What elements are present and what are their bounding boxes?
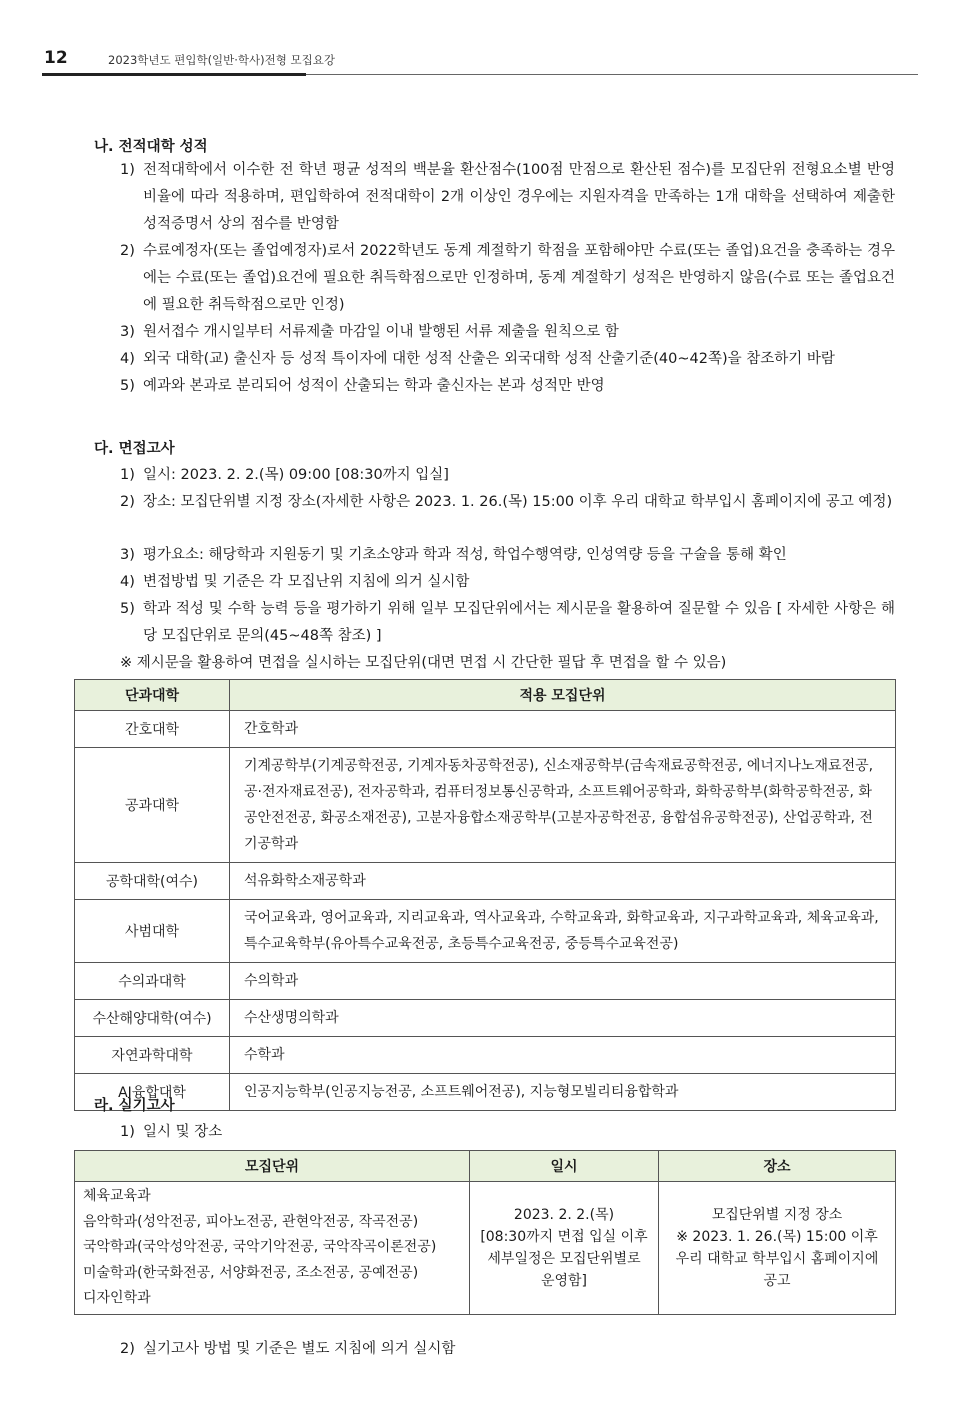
section-title-na: 나. 전적대학 성적 xyxy=(94,139,208,155)
item-text: 장소: 모집단위별 지정 장소(자세한 사항은 2023. 1. 26.(목) 15:00 이후 우리 대학교 학부입시 홈페이지에 공고 예정) xyxy=(143,494,893,510)
item-text: 학과 적성 및 수학 능력 등을 평가하기 위해 일부 모집단위에서는 제시문을 활용하여 질문할 수 있음 [ 자세한 사항은 해당 모집단위로 문의(45~48쪽 참조) ] xyxy=(143,601,895,644)
list-item xyxy=(120,569,895,596)
date-line: 세부일정은 모집단위별로 xyxy=(487,1250,641,1267)
table-header-date: 일시 xyxy=(470,1151,659,1182)
date-line: 운영함] xyxy=(540,1272,588,1289)
interview-units-table xyxy=(74,679,896,1111)
college-cell: 수의과대학 xyxy=(75,963,230,1000)
units-cell: 국어교육과, 영어교육과, 지리교육과, 역사교육과, 수학교육과, 화학교육과, 지구과학교육과, 체육교육과, 특수교육학부(유아특수교육전공, 초등특수교육전공, 중등특수교육전공) xyxy=(230,900,896,963)
item-number: 3) xyxy=(120,547,135,563)
units-cell: 기계공학부(기계공학전공, 기계자동차공학전공), 신소재공학부(금속재료공학전공, 에너지나노재료전공, 공·전자재료전공), 전자공학과, 컴퓨터정보통신공학과, 소프트웨어공학과, 화학공학부(화학공학전공, 화공안전전공, 화공소재전공), 고분자융합소재공학부(고분자공학전공, 융합섬유공학전공), 산업공학과, 전기공학과 xyxy=(230,748,896,863)
table-header-units: 적용 모집단위 xyxy=(230,680,896,711)
header-rule-thick xyxy=(42,73,306,76)
table-row xyxy=(75,748,896,863)
college-cell: 자연과학대학 xyxy=(75,1037,230,1074)
units-cell xyxy=(75,1182,470,1315)
item-number: 4) xyxy=(120,351,135,367)
item-number: 2) xyxy=(120,494,135,510)
place-line: 공고 xyxy=(763,1272,791,1289)
place-line: 우리 대학교 학부입시 홈페이지에 xyxy=(675,1250,879,1267)
item-number: 1) xyxy=(120,1124,135,1140)
item-number: 3) xyxy=(120,324,135,340)
section-title-da: 다. 면접고사 xyxy=(94,441,175,457)
units-cell: 수산생명의학과 xyxy=(230,1000,896,1037)
table-header-college: 단과대학 xyxy=(75,680,230,711)
page-number: 12 xyxy=(44,48,68,68)
item-text: 일시: 2023. 2. 2.(목) 09:00 [08:30까지 입실] xyxy=(143,467,449,483)
place-line: ※ 2023. 1. 26.(목) 15:00 이후 xyxy=(676,1228,878,1245)
list-item xyxy=(120,319,895,346)
date-line: [08:30까지 면접 입실 이후 xyxy=(480,1228,648,1245)
college-cell: 공과대학 xyxy=(75,748,230,863)
college-cell: 간호대학 xyxy=(75,711,230,748)
item-number: 2) xyxy=(120,243,135,259)
unit-line: 음악학과(성악전공, 피아노전공, 관현악전공, 작곡전공) xyxy=(83,1213,419,1230)
college-cell: 수산해양대학(여수) xyxy=(75,1000,230,1037)
item-text: 수료예정자(또는 졸업예정자)로서 2022학년도 동계 계절학기 학점을 포함해야만 수료(또는 졸업)요건을 충족하는 경우에는 수료(또는 졸업)요건에 필요한 취득학점으로만 인정하며, 동계 계절학기 성적은 반영하지 않음(수료 또는 졸업요건에 필요한 취득학점으로만 인정) xyxy=(143,243,895,313)
units-cell: 인공지능학부(인공지능전공, 소프트웨어전공), 지능형모빌리티융합학과 xyxy=(230,1074,896,1111)
units-cell: 수의학과 xyxy=(230,963,896,1000)
item-number: 1) xyxy=(120,467,135,483)
college-cell: 공학대학(여수) xyxy=(75,863,230,900)
table-header-row xyxy=(75,680,896,711)
unit-line: 국악학과(국악성악전공, 국악기악전공, 국악작곡이론전공) xyxy=(83,1239,437,1255)
unit-line: 체육교육과 xyxy=(83,1188,151,1204)
date-cell xyxy=(470,1182,659,1315)
item-text: 일시 및 장소 xyxy=(143,1124,223,1140)
item-text: 예과와 본과로 분리되어 성적이 산출되는 학과 출신자는 본과 성적만 반영 xyxy=(143,378,605,394)
list-item xyxy=(120,346,895,373)
item-number: 2) xyxy=(120,1341,135,1357)
item-text: 원서접수 개시일부터 서류제출 마감일 이내 발행된 서류 제출을 원칙으로 함 xyxy=(143,324,619,340)
unit-line: 디자인학과 xyxy=(83,1290,151,1306)
list-item xyxy=(120,1119,895,1146)
place-cell xyxy=(659,1182,896,1315)
item-number: 1) xyxy=(120,162,135,178)
item-text: 전적대학에서 이수한 전 학년 평균 성적의 백분율 환산점수(100점 만점으로 환산된 점수)를 모집단위 전형요소별 반영비율에 따라 적용하며, 편입학하여 전적대학이 2개 이상인 경우에는 지원자격을 만족하는 1개 대학을 선택하여 제출한 성적증명서 상의 점수를 반영함 xyxy=(143,162,895,232)
units-cell: 간호학과 xyxy=(230,711,896,748)
date-line: 2023. 2. 2.(목) xyxy=(513,1206,615,1223)
unit-line: 미술학과(한국화전공, 서양화전공, 조소전공, 공예전공) xyxy=(83,1264,419,1281)
list-item xyxy=(120,462,895,489)
item-number: 5) xyxy=(120,378,135,394)
table-row xyxy=(75,1000,896,1037)
table-row xyxy=(75,1074,896,1111)
table-row xyxy=(75,863,896,900)
item-text: 변접방법 및 기준은 각 모집난위 지침에 의거 실시함 xyxy=(143,574,470,590)
section-title-ra: 라. 실기고사 xyxy=(94,1098,175,1114)
table-header-place: 장소 xyxy=(659,1151,896,1182)
table-row xyxy=(75,900,896,963)
practical-exam-table xyxy=(74,1150,896,1315)
list-item xyxy=(120,373,895,400)
item-text: 외국 대학(교) 출신자 등 성적 특이자에 대한 성적 산출은 외국대학 성적 산출기준(40~42쪽)을 참조하기 바람 xyxy=(143,351,835,367)
place-line: 모집단위별 지정 장소 xyxy=(711,1206,843,1223)
document-title: 2023학년도 편입학(일반·학사)전형 모집요강 xyxy=(108,53,335,67)
header-rule-thin xyxy=(306,74,918,75)
list-item xyxy=(120,1336,895,1363)
college-cell: AI융합대학 xyxy=(75,1074,230,1111)
list-item xyxy=(120,157,895,238)
page-header xyxy=(42,44,920,76)
table-row xyxy=(75,1182,896,1315)
list-item xyxy=(120,489,895,516)
note-text: ※ 제시문을 활용하여 면접을 실시하는 모집단위(대면 면접 시 간단한 필답 후 면접을 할 수 있음) xyxy=(120,655,727,671)
table-row xyxy=(75,963,896,1000)
units-cell: 수학과 xyxy=(230,1037,896,1074)
table-header-row xyxy=(75,1151,896,1182)
item-text: 실기고사 방법 및 기준은 별도 지침에 의거 실시함 xyxy=(143,1341,456,1357)
list-item xyxy=(120,238,895,319)
college-cell: 사범대학 xyxy=(75,900,230,963)
item-number: 5) xyxy=(120,601,135,617)
item-text: 평가요소: 해당학과 지원동기 및 기초소양과 학과 적성, 학업수행역량, 인성역량 등을 구술을 통해 확인 xyxy=(143,547,787,563)
list-item xyxy=(120,542,895,569)
table-header-unit: 모집단위 xyxy=(75,1151,470,1182)
list-item xyxy=(120,596,895,650)
table-row xyxy=(75,1037,896,1074)
item-number: 4) xyxy=(120,574,135,590)
table-row xyxy=(75,711,896,748)
units-cell: 석유화학소재공학과 xyxy=(230,863,896,900)
